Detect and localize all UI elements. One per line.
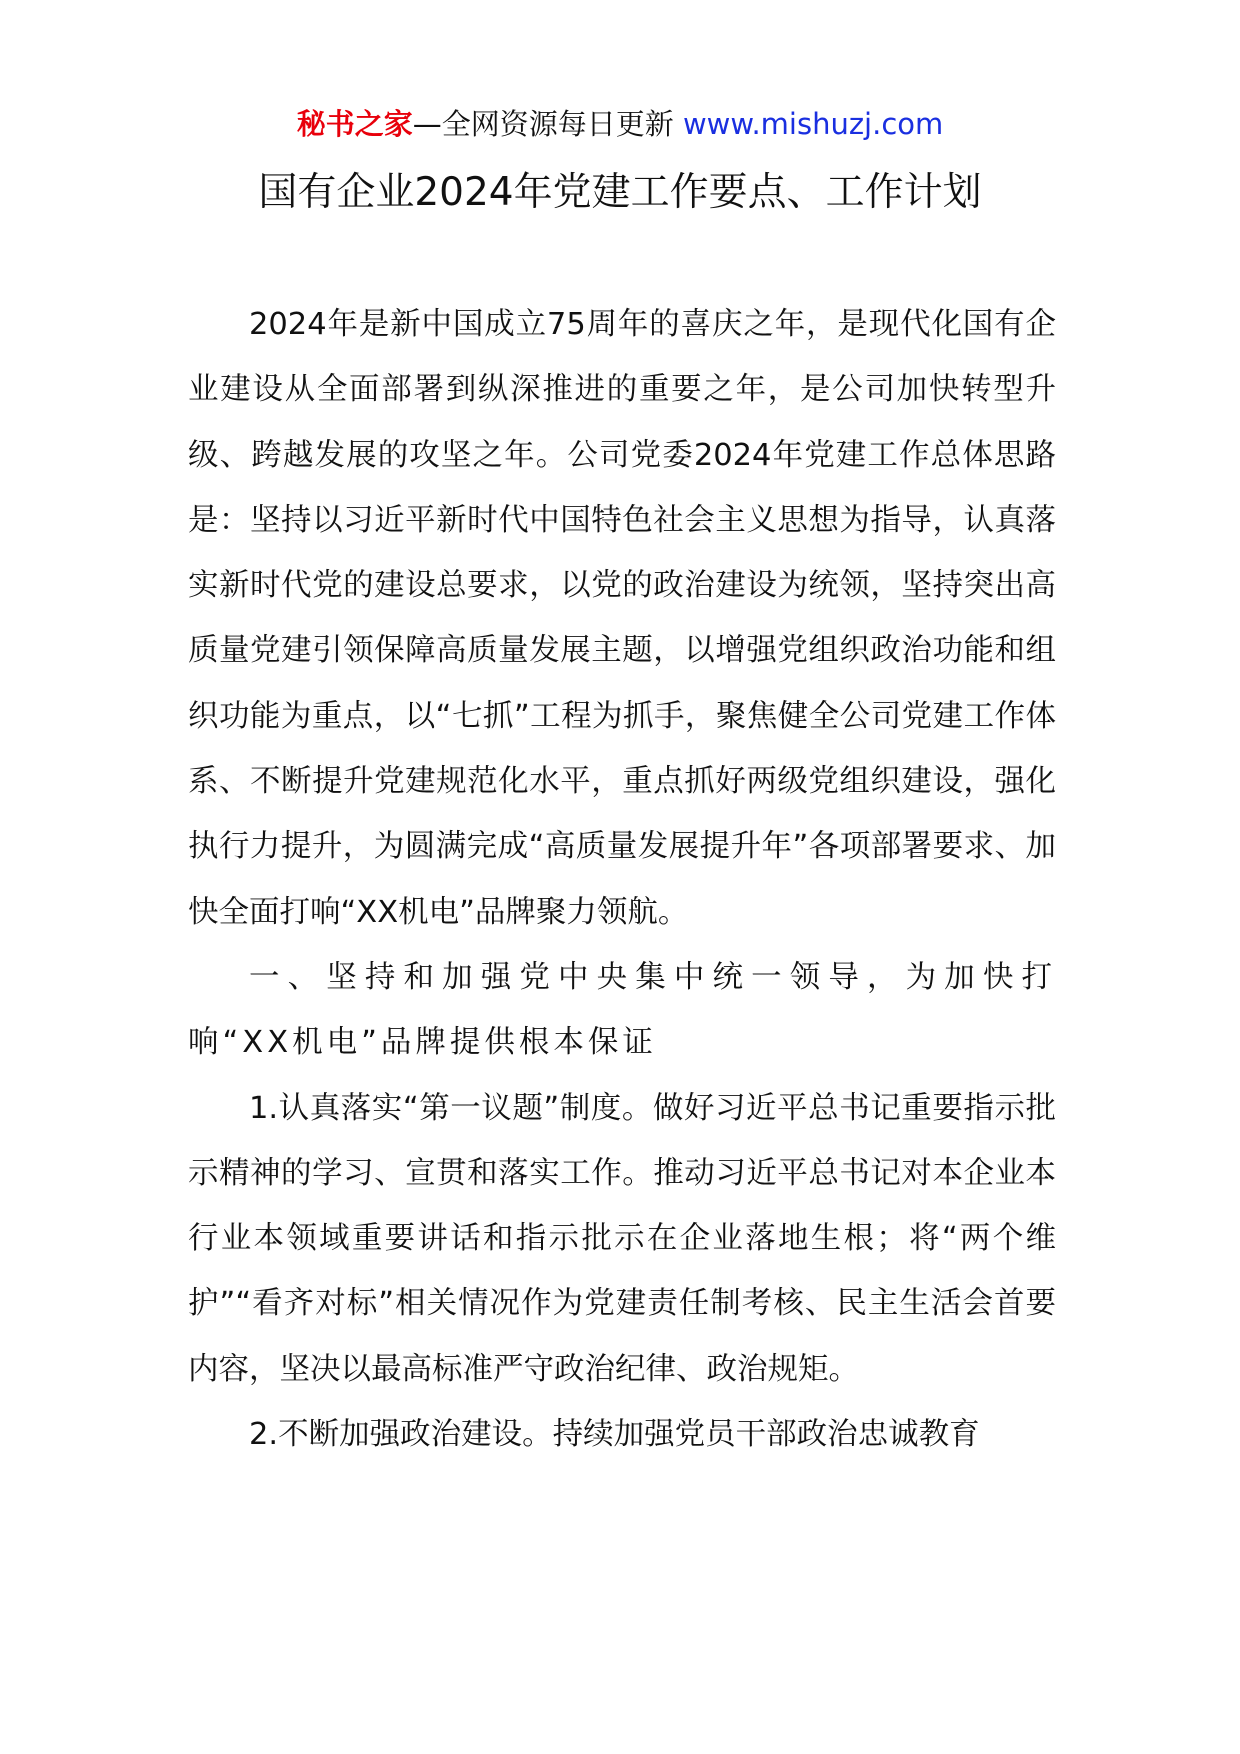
- item-paragraph-2: 2.不断加强政治建设。持续加强党员干部政治忠诚教育: [249, 1417, 980, 1453]
- banner-slogan: —全网资源每日更新: [412, 107, 683, 141]
- document-body: [188, 292, 1056, 1467]
- banner-url: www.mishuzj.com: [682, 107, 944, 141]
- document-title: 国有企业2024年党建工作要点、工作计划: [258, 170, 982, 215]
- section-heading: 一、坚持和加强党中央集中统一领导，为加快打响“XX机电”品牌提供根本保证: [188, 959, 1056, 1061]
- watermark-banner: [0, 102, 1240, 146]
- brand-name: 秘书之家: [296, 107, 413, 141]
- intro-paragraph: 2024年是新中国成立75周年的喜庆之年，是现代化国有企业建设从全面部署到纵深推进的重要之年，是公司加快转型升级、跨越发展的攻坚之年。公司党委2024年党建工作总体思路是：坚持以习近平新时代中国特色社会主义思想为指导，认真落实新时代党的建设总要求，以党的政治建设为统领，坚持突出高质量党建引领保障高质量发展主题，以增强党组织政治功能和组织功能为重点，以“七抓”工程为抓手，聚焦健全公司党建工作体系、不断提升党建规范化水平，重点抓好两级党组织建设，强化执行力提升，为圆满完成“高质量发展提升年”各项部署要求、加快全面打响“XX机电”品牌聚力领航。: [188, 307, 1056, 930]
- item-paragraph-1: 1.认真落实“第一议题”制度。做好习近平总书记重要指示批示精神的学习、宣贯和落实工作。推动习近平总书记对本企业本行业本领域重要讲话和指示批示在企业落地生根；将“两个维护”“看齐对标”相关情况作为党建责任制考核、民主生活会首要内容，坚决以最高标准严守政治纪律、政治规矩。: [188, 1090, 1056, 1387]
